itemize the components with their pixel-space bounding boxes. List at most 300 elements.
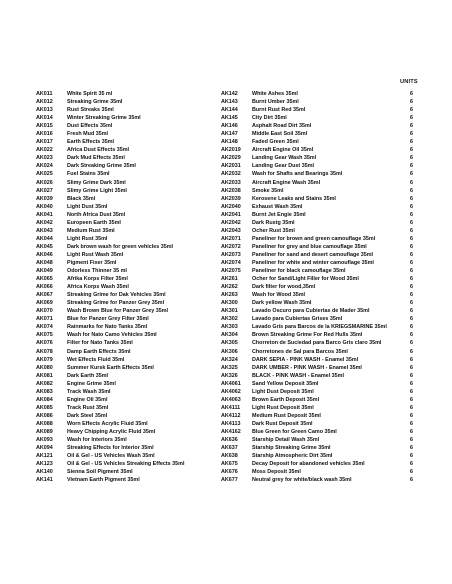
product-code: AK2040 bbox=[221, 203, 241, 210]
product-description: Heavy Chipping Acrylic Fluid 35ml bbox=[67, 428, 156, 435]
units-value: 6 bbox=[410, 99, 413, 106]
product-code: AK2042 bbox=[221, 219, 241, 226]
product-row bbox=[36, 468, 184, 476]
product-row bbox=[221, 436, 387, 444]
product-description: Fresh Mud 35ml bbox=[67, 131, 109, 138]
product-code: AK039 bbox=[36, 195, 53, 202]
product-row bbox=[36, 291, 184, 299]
product-code: AK303 bbox=[221, 324, 238, 331]
product-description: Dark brown wash for green vehicles 35ml bbox=[67, 243, 174, 250]
product-row bbox=[221, 90, 387, 98]
product-description: Dark Mud Effects 35ml bbox=[67, 155, 125, 162]
units-value: 6 bbox=[410, 268, 413, 275]
product-code: AK142 bbox=[221, 91, 238, 97]
product-description: Lavado Gris para Barcos de la KRIEGSMARINE 35ml bbox=[252, 324, 387, 331]
product-row bbox=[36, 122, 184, 130]
product-code: AK2074 bbox=[221, 259, 241, 266]
product-row bbox=[221, 444, 387, 452]
units-value: 6 bbox=[410, 380, 413, 387]
product-description: Damp Earth Effects 35ml bbox=[67, 348, 131, 355]
product-row bbox=[221, 356, 387, 364]
product-description: Paneliner for sand and desert camouflage 35ml bbox=[252, 251, 374, 258]
product-code: AK2075 bbox=[221, 268, 241, 275]
product-code: AK023 bbox=[36, 155, 53, 162]
product-description: Engine Oil 35ml bbox=[67, 396, 108, 403]
units-value: 6 bbox=[410, 155, 413, 162]
product-description: Kerosene Leaks and Stains 35ml bbox=[252, 195, 336, 202]
product-description: Vietnam Earth Pigment 35ml bbox=[67, 477, 140, 484]
product-description: Exhaust Wash 35ml bbox=[252, 203, 303, 210]
product-code: AK2031 bbox=[221, 163, 241, 170]
product-row bbox=[221, 106, 387, 114]
product-row bbox=[36, 428, 184, 436]
product-description: Wash Brown Blue for Panzer Grey 35ml bbox=[67, 308, 169, 315]
product-code: AK2041 bbox=[221, 211, 241, 218]
product-code: AK326 bbox=[221, 372, 238, 379]
product-code: AK069 bbox=[36, 300, 53, 307]
product-row bbox=[36, 476, 184, 484]
product-row bbox=[36, 146, 184, 154]
product-row bbox=[221, 315, 387, 323]
units-value: 6 bbox=[410, 284, 413, 291]
product-code: AK301 bbox=[221, 308, 238, 315]
product-description: Moss Deposit 35ml bbox=[252, 469, 301, 476]
product-code: AK071 bbox=[36, 316, 53, 323]
product-description: Paneliner for black camouflage 35ml bbox=[252, 268, 346, 275]
product-code: AK141 bbox=[36, 477, 53, 484]
product-row bbox=[36, 299, 184, 307]
units-value: 6 bbox=[410, 437, 413, 444]
product-row bbox=[221, 138, 387, 146]
product-description: Afrika Korps Filter 35ml bbox=[67, 276, 128, 283]
product-code: AK140 bbox=[36, 469, 53, 476]
product-row bbox=[221, 460, 387, 468]
product-description: Wash for Nato Camo Vehicles 35ml bbox=[67, 332, 157, 339]
product-description: BLACK - PINK WASH - Enamel 35ml bbox=[252, 372, 344, 379]
product-code: AK121 bbox=[36, 453, 53, 460]
product-code: AK065 bbox=[36, 276, 53, 283]
product-row bbox=[221, 452, 387, 460]
units-value: 6 bbox=[410, 139, 413, 146]
product-description: Ocher for Sand/Light Filler for Wood 35ml bbox=[252, 276, 359, 283]
product-code: AK4112 bbox=[221, 412, 241, 419]
product-code: AK024 bbox=[36, 163, 53, 170]
product-row bbox=[36, 364, 184, 372]
product-row bbox=[36, 138, 184, 146]
product-description: Landing Gear Wash 35ml bbox=[252, 155, 317, 162]
product-row bbox=[36, 203, 184, 211]
units-value: 6 bbox=[410, 348, 413, 355]
product-description: Asphalt Road Dirt 35ml bbox=[252, 123, 312, 130]
product-code: AK084 bbox=[36, 396, 53, 403]
units-value: 6 bbox=[410, 276, 413, 283]
product-description: DARK SEPIA - PINK WASH - Enamel 35ml bbox=[252, 356, 359, 363]
product-row bbox=[36, 187, 184, 195]
product-code: AK675 bbox=[221, 461, 238, 468]
units-value: 6 bbox=[410, 211, 413, 218]
units-value: 6 bbox=[410, 453, 413, 460]
product-description: Burnt Jet Engie 35ml bbox=[252, 211, 306, 218]
product-list-right bbox=[221, 90, 387, 484]
product-description: Wet Effects Fluid 35ml bbox=[67, 356, 125, 363]
units-value: 6 bbox=[410, 412, 413, 419]
product-description: Pigment Fixer 35ml bbox=[67, 259, 117, 266]
product-description: Dark yellow Wash 35ml bbox=[252, 300, 312, 307]
units-column bbox=[407, 90, 413, 484]
product-code: AK086 bbox=[36, 412, 53, 419]
product-description: Oil & Gel - US Vehicles Wash 35ml bbox=[67, 453, 155, 460]
product-row bbox=[221, 323, 387, 331]
product-code: AK677 bbox=[221, 477, 238, 484]
product-description: Africa Dust Effects 35ml bbox=[67, 147, 130, 154]
product-description: Brown Streaking Grime For Red Hulls 35ml bbox=[252, 332, 363, 339]
product-row bbox=[221, 404, 387, 412]
product-code: AK083 bbox=[36, 388, 53, 395]
units-value: 6 bbox=[410, 324, 413, 331]
units-value: 6 bbox=[410, 195, 413, 202]
product-row bbox=[36, 162, 184, 170]
product-code: AK040 bbox=[36, 203, 53, 210]
product-code: AK4061 bbox=[221, 380, 241, 387]
product-description: Dust Effects 35ml bbox=[67, 123, 113, 130]
units-value: 6 bbox=[410, 91, 413, 97]
units-value: 6 bbox=[410, 388, 413, 395]
units-value: 6 bbox=[410, 356, 413, 363]
product-description: Oil & Gel - US Vehicles Streaking Effects 35ml bbox=[67, 461, 185, 468]
product-code: AK013 bbox=[36, 107, 53, 114]
product-row bbox=[221, 219, 387, 227]
product-description: Light Rust 35ml bbox=[67, 235, 108, 242]
product-row bbox=[221, 412, 387, 420]
product-code: AK080 bbox=[36, 364, 53, 371]
product-code: AK261 bbox=[221, 276, 238, 283]
units-value: 6 bbox=[410, 179, 413, 186]
product-description: Aircraft Engine Oil 35ml bbox=[252, 147, 314, 154]
product-row bbox=[36, 283, 184, 291]
product-description: Wash for Shafts and Bearings 35ml bbox=[252, 171, 343, 178]
product-row bbox=[36, 90, 184, 98]
product-row bbox=[36, 114, 184, 122]
product-row bbox=[36, 315, 184, 323]
product-code: AK2019 bbox=[221, 147, 241, 154]
units-value: 6 bbox=[410, 372, 413, 379]
product-description: Burnt Rust Red 35ml bbox=[252, 107, 306, 114]
product-code: AK4111 bbox=[221, 404, 241, 411]
product-code: AK147 bbox=[221, 131, 238, 138]
product-row bbox=[221, 307, 387, 315]
units-value: 6 bbox=[410, 219, 413, 226]
product-description: Streaking Effects for Interior 35ml bbox=[67, 445, 154, 452]
product-description: Rainmarks for Nato Tanks 35ml bbox=[67, 324, 148, 331]
product-row bbox=[36, 235, 184, 243]
product-description: Dark Rust Deposit 35ml bbox=[252, 420, 313, 427]
product-row bbox=[221, 130, 387, 138]
product-code: AK2033 bbox=[221, 179, 241, 186]
product-row bbox=[36, 106, 184, 114]
product-row bbox=[221, 283, 387, 291]
product-code: AK085 bbox=[36, 404, 53, 411]
product-description: Dark Streaking Grime 35ml bbox=[67, 163, 136, 170]
product-code: AK305 bbox=[221, 340, 238, 347]
product-code: AK2038 bbox=[221, 187, 241, 194]
product-description: Starship Detail Wash 35ml bbox=[252, 437, 320, 444]
product-description: Light Rust Wash 35ml bbox=[67, 251, 124, 258]
product-code: AK302 bbox=[221, 316, 238, 323]
product-description: Blue Green for Green Camo 35ml bbox=[252, 428, 337, 435]
product-code: AK637 bbox=[221, 445, 238, 452]
product-row bbox=[221, 146, 387, 154]
product-row bbox=[36, 130, 184, 138]
product-row bbox=[36, 356, 184, 364]
product-description: Landing Gear Dust 35ml bbox=[252, 163, 315, 170]
product-description: Slimy Grime Dark 35ml bbox=[67, 179, 126, 186]
product-description: Medium Rust 35ml bbox=[67, 227, 115, 234]
product-code: AK324 bbox=[221, 356, 238, 363]
units-value: 6 bbox=[410, 292, 413, 299]
product-row bbox=[36, 267, 184, 275]
product-description: Slimy Grime Light 35ml bbox=[67, 187, 127, 194]
product-row bbox=[36, 307, 184, 315]
product-code: AK2072 bbox=[221, 243, 241, 250]
product-description: Brown Earth Deposit 35ml bbox=[252, 396, 320, 403]
product-row bbox=[36, 195, 184, 203]
product-row bbox=[221, 291, 387, 299]
product-code: AK074 bbox=[36, 324, 53, 331]
product-row bbox=[221, 348, 387, 356]
product-row bbox=[36, 154, 184, 162]
product-row bbox=[221, 235, 387, 243]
product-row bbox=[36, 179, 184, 187]
product-description: Wash for Interiors 35ml bbox=[67, 437, 127, 444]
product-description: Starship Streaking Grime 35ml bbox=[252, 445, 331, 452]
product-row bbox=[221, 243, 387, 251]
product-row bbox=[221, 98, 387, 106]
product-description: Chorretones de Sal para Barcos 35ml bbox=[252, 348, 348, 355]
product-code: AK017 bbox=[36, 139, 53, 146]
product-code: AK676 bbox=[221, 469, 238, 476]
product-code: AK093 bbox=[36, 437, 53, 444]
product-row bbox=[36, 331, 184, 339]
product-code: AK123 bbox=[36, 461, 53, 468]
product-row bbox=[36, 380, 184, 388]
product-description: Ocher Rust 35ml bbox=[252, 227, 295, 234]
product-code: AK4113 bbox=[221, 420, 241, 427]
product-description: Fuel Stains 35ml bbox=[67, 171, 110, 178]
product-description: Smoke 35ml bbox=[252, 187, 284, 194]
product-description: Sienna Soil Pigment 35ml bbox=[67, 469, 133, 476]
product-code: AK022 bbox=[36, 147, 53, 154]
units-value: 6 bbox=[410, 163, 413, 170]
product-description: Paneliner for brown and green camouflage 35ml bbox=[252, 235, 376, 242]
product-row bbox=[221, 227, 387, 235]
product-description: Engine Grime 35ml bbox=[67, 380, 116, 387]
product-code: AK076 bbox=[36, 340, 53, 347]
product-code: AK043 bbox=[36, 227, 53, 234]
units-value: 6 bbox=[410, 235, 413, 242]
product-code: AK048 bbox=[36, 259, 53, 266]
product-row bbox=[36, 243, 184, 251]
product-row bbox=[36, 170, 184, 178]
product-description: Streaking Grime 35ml bbox=[67, 99, 123, 106]
product-description: Lavado Oscuro para Cubiertas de Mader 35ml bbox=[252, 308, 370, 315]
units-value: 6 bbox=[410, 227, 413, 234]
product-description: Chorreton de Suciedad para Barco Gris claro 35ml bbox=[252, 340, 382, 347]
product-row bbox=[221, 267, 387, 275]
units-value: 6 bbox=[410, 123, 413, 130]
product-description: North Africa Dust 35ml bbox=[67, 211, 126, 218]
product-list-left bbox=[36, 90, 184, 484]
product-description: Odorless Thinner 35 ml bbox=[67, 268, 127, 275]
product-description: Streaking Grime for Dak Vehicles 35ml bbox=[67, 292, 166, 299]
units-value: 6 bbox=[410, 251, 413, 258]
product-row bbox=[36, 275, 184, 283]
product-code: AK4063 bbox=[221, 396, 241, 403]
product-row bbox=[221, 162, 387, 170]
product-code: AK146 bbox=[221, 123, 238, 130]
product-code: AK304 bbox=[221, 332, 238, 339]
product-row bbox=[221, 388, 387, 396]
product-description: Neutral grey for white/black wash 35ml bbox=[252, 477, 352, 484]
product-row bbox=[221, 420, 387, 428]
product-row bbox=[36, 227, 184, 235]
product-row bbox=[36, 412, 184, 420]
units-value: 6 bbox=[410, 340, 413, 347]
units-value: 6 bbox=[410, 396, 413, 403]
product-code: AK2029 bbox=[221, 155, 241, 162]
product-description: City Dirt 35ml bbox=[252, 115, 287, 122]
product-code: AK015 bbox=[36, 123, 53, 130]
product-row bbox=[36, 452, 184, 460]
product-description: Lavado para Cubiertas Grises 35ml bbox=[252, 316, 343, 323]
product-description: Wash for Wood 35ml bbox=[252, 292, 306, 299]
product-description: Burnt Umber 35ml bbox=[252, 99, 299, 106]
product-code: AK041 bbox=[36, 211, 53, 218]
units-value: 6 bbox=[410, 147, 413, 154]
product-code: AK263 bbox=[221, 292, 238, 299]
units-value: 6 bbox=[410, 428, 413, 435]
product-row bbox=[221, 211, 387, 219]
product-description: Light Dust Deposit 35ml bbox=[252, 388, 314, 395]
product-row bbox=[221, 203, 387, 211]
product-code: AK306 bbox=[221, 348, 238, 355]
product-description: Track Rust 35ml bbox=[67, 404, 109, 411]
product-code: AK148 bbox=[221, 139, 238, 146]
product-row bbox=[36, 219, 184, 227]
units-value: 6 bbox=[410, 445, 413, 452]
product-code: AK638 bbox=[221, 453, 238, 460]
product-code: AK066 bbox=[36, 284, 53, 291]
product-row bbox=[36, 259, 184, 267]
units-value: 6 bbox=[410, 115, 413, 122]
product-code: AK049 bbox=[36, 268, 53, 275]
product-code: AK636 bbox=[221, 437, 238, 444]
product-description: Faded Green 35ml bbox=[252, 139, 299, 146]
units-value: 6 bbox=[410, 404, 413, 411]
product-code: AK4062 bbox=[221, 388, 241, 395]
product-row bbox=[36, 211, 184, 219]
product-description: Streaking Grime for Panzer Grey 35ml bbox=[67, 300, 165, 307]
product-description: Dark Earth 35ml bbox=[67, 372, 109, 379]
product-description: Europeen Earth 35ml bbox=[67, 219, 121, 226]
product-row bbox=[221, 122, 387, 130]
units-value: 6 bbox=[410, 203, 413, 210]
product-row bbox=[221, 380, 387, 388]
product-row bbox=[221, 187, 387, 195]
product-code: AK046 bbox=[36, 251, 53, 258]
product-row bbox=[36, 251, 184, 259]
product-description: Dark Rustg 35ml bbox=[252, 219, 295, 226]
product-row bbox=[36, 396, 184, 404]
product-description: Track Wash 35ml bbox=[67, 388, 111, 395]
product-code: AK079 bbox=[36, 356, 53, 363]
product-description: Middle East Soil 35ml bbox=[252, 131, 308, 138]
product-code: AK044 bbox=[36, 235, 53, 242]
product-row bbox=[36, 348, 184, 356]
product-code: AK042 bbox=[36, 219, 53, 226]
product-row bbox=[221, 170, 387, 178]
product-description: Decay Deposit for abandoned vehicles 35ml bbox=[252, 461, 365, 468]
product-description: Earth Effects 35ml bbox=[67, 139, 115, 146]
product-description: Paneliner for grey and blue camouflage 35ml bbox=[252, 243, 367, 250]
product-code: AK4162 bbox=[221, 428, 241, 435]
product-description: Blue for Panzer Grey Filter 35ml bbox=[67, 316, 149, 323]
product-code: AK143 bbox=[221, 99, 238, 106]
product-description: Filter for Nato Tanks 35ml bbox=[67, 340, 133, 347]
product-code: AK075 bbox=[36, 332, 53, 339]
product-row bbox=[36, 388, 184, 396]
product-description: Dark filter for wood,35ml bbox=[252, 284, 316, 291]
product-row bbox=[36, 339, 184, 347]
product-code: AK016 bbox=[36, 131, 53, 138]
product-row bbox=[221, 476, 387, 484]
units-value: 6 bbox=[410, 187, 413, 194]
product-code: AK067 bbox=[36, 292, 53, 299]
product-description: Africa Korps Wash 35ml bbox=[67, 284, 129, 291]
product-description: Summer Kursk Earth Effects 35ml bbox=[67, 364, 154, 371]
product-code: AK325 bbox=[221, 364, 238, 371]
product-code: AK144 bbox=[221, 107, 238, 114]
product-description: Starship Atmospheric Dirt 35ml bbox=[252, 453, 333, 460]
product-code: AK2043 bbox=[221, 227, 241, 234]
product-code: AK082 bbox=[36, 380, 53, 387]
product-code: AK070 bbox=[36, 308, 53, 315]
product-code: AK2071 bbox=[221, 235, 241, 242]
product-row bbox=[36, 436, 184, 444]
product-row bbox=[221, 154, 387, 162]
product-row bbox=[36, 420, 184, 428]
product-code: AK012 bbox=[36, 99, 53, 106]
product-code: AK300 bbox=[221, 300, 238, 307]
product-description: Sand Yellow Deposit 35ml bbox=[252, 380, 319, 387]
product-code: AK2039 bbox=[221, 195, 241, 202]
product-code: AK2032 bbox=[221, 171, 241, 178]
units-value: 6 bbox=[410, 259, 413, 266]
product-description: Winter Streaking Grime 35ml bbox=[67, 115, 141, 122]
product-row bbox=[36, 404, 184, 412]
product-description: Dark Steel 35ml bbox=[67, 412, 108, 419]
units-value: 6 bbox=[410, 300, 413, 307]
product-row bbox=[221, 259, 387, 267]
product-row bbox=[221, 364, 387, 372]
product-description: Black 35ml bbox=[67, 195, 96, 202]
units-value: 6 bbox=[410, 477, 413, 484]
product-row bbox=[36, 444, 184, 452]
product-code: AK045 bbox=[36, 243, 53, 250]
product-row bbox=[221, 339, 387, 347]
product-row bbox=[221, 195, 387, 203]
product-description: Rust Streaks 35ml bbox=[67, 107, 114, 114]
product-code: AK262 bbox=[221, 284, 238, 291]
